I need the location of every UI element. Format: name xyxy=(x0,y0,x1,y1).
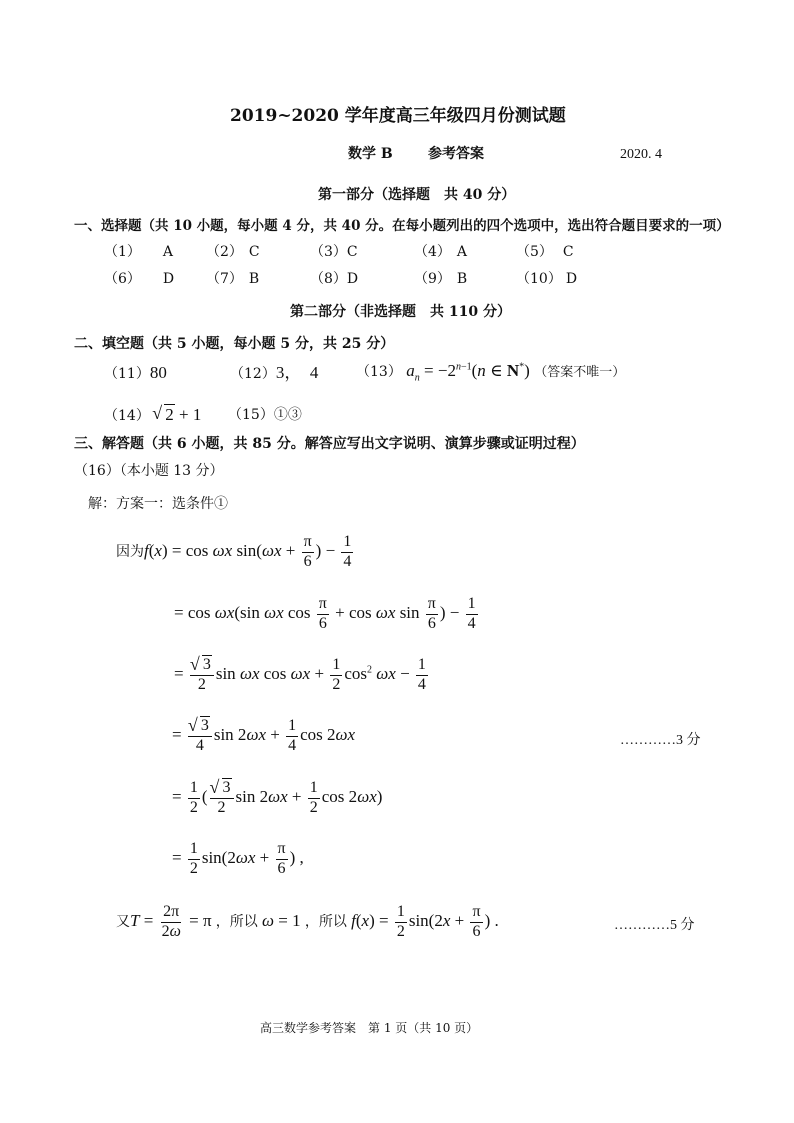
derivation-line-5: = $\frac{1}{2}$ ( √ $\frac{3}{2}$ sin 2ωx + $\frac{1}{2}$ cos 2ωx) xyxy=(172,780,382,817)
derivation-line-6: = $\frac{1}{2}$ sin(2ωx + $\frac{\pi}{6}$ ) , xyxy=(172,840,304,877)
mc-answer-9: （9） B xyxy=(414,271,468,287)
answer-label: 参考答案 xyxy=(428,146,484,162)
part2-title: 第二部分（非选择题 共 110 分） xyxy=(290,304,511,320)
fill-answer-14: （14） √ 2 + 1 xyxy=(104,406,201,423)
fill-answer-13: （13） $a_n = -2^{n-1}(n$ ∈ N*) （答案不唯一） xyxy=(356,361,626,384)
page-title: 2019~2020 学年度高三年级四月份测试题 xyxy=(230,106,566,126)
part1-title: 第一部分（选择题 共 40 分） xyxy=(318,187,516,203)
fill-answer-12: （12）3， 4 xyxy=(230,363,319,382)
subject-label: 数学 B xyxy=(348,146,393,162)
fill-answer-11: （11）80 xyxy=(104,363,167,382)
score-marker-5: …………5 分 xyxy=(614,918,695,933)
mc-answer-4: （4） A xyxy=(414,244,468,260)
mc-answer-8: （8）D xyxy=(310,271,359,287)
mc-answer-1: （1） A xyxy=(104,244,174,260)
derivation-line-2: = cos ωx(sin ωx cos $\frac{\pi}{6}$ + cos ωx sin $\frac{\pi}{6}$ ) − $\frac{1}{4}$ xyxy=(174,595,476,632)
mc-answer-2: （2） C xyxy=(206,244,260,260)
derivation-line-7: 又T = $\frac{2\pi}{2\omega}$ = π ，所以 ω = 1 ，所以 f(x) = $\frac{1}{2}$ sin(2x + $\frac{\pi}{6}$ ) . xyxy=(116,903,499,940)
solution-intro: 解：方案一：选条件① xyxy=(88,496,228,512)
derivation-line-3: = √ $\frac{3}{2}$ sin ωx cos ωx + $\frac{1}{2}$ $\cos^2 \omega x$ − $\frac{1}{4}$ xyxy=(174,657,430,694)
section1-header: 一、选择题（共 10 小题，每小题 4 分，共 40 分。在每小题列出的四个选项中，选出符合题目要求的一项） xyxy=(74,218,730,234)
mc-answer-7: （7） B xyxy=(206,271,260,287)
derivation-line-4: = √ $\frac{3}{4}$ sin 2ωx + $\frac{1}{4}$ cos 2ωx xyxy=(172,718,355,755)
page-footer: 高三数学参考答案 第 1 页（共 10 页） xyxy=(260,1021,479,1035)
fill-answer-15: （15）①③ xyxy=(228,407,302,423)
date: 2020. 4 xyxy=(620,147,662,162)
section2-header: 二、填空题（共 5 小题，每小题 5 分，共 25 分） xyxy=(74,336,395,352)
mc-answer-5: （5） C xyxy=(516,244,574,260)
score-marker-3: …………3 分 xyxy=(620,733,701,748)
q16-header: （16）（本小题 13 分） xyxy=(74,463,224,479)
derivation-line-1: 因为f(x) = cos ωx sin(ωx + $\frac{\pi}{6}$ ) − $\frac{1}{4}$ xyxy=(116,533,352,570)
mc-answer-3: （3）C xyxy=(310,244,358,260)
mc-answer-6: （6） D xyxy=(104,271,175,287)
mc-answer-10: （10） D xyxy=(516,271,578,287)
section3-header: 三、解答题（共 6 小题，共 85 分。解答应写出文字说明、演算步骤或证明过程） xyxy=(74,436,585,452)
